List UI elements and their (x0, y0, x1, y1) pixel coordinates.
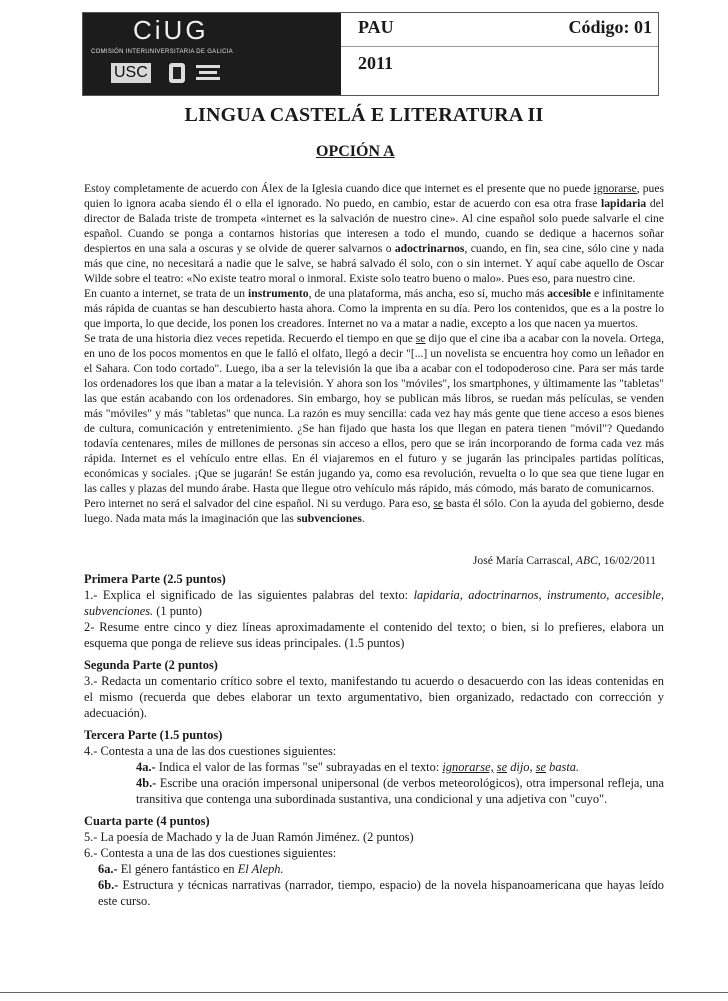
question-4a: 4a.- Indica el valor de las formas "se" subrayadas en el texto: ignorarse, se dijo, se basta. (136, 760, 580, 774)
part4-title: Cuarta parte (4 puntos) (84, 814, 210, 828)
paragraph-2: En cuanto a internet, se trata de un instrumento, de una plataforma, más ancha, eso sí, mucho más accesible e infinitamente más rápida de cuantas se han descubierto hasta ahora. Como la imprenta en su día. Pero los contenidos, que es a la postre lo que importa, lo que decide, los ponen los creadores. Internet no va a matar a nadie, excepto a los que nacen ya muertos. (84, 287, 664, 330)
paragraph-1: Estoy completamente de acuerdo con Álex de la Iglesia cuando dice que internet es el presente que no puede ignorarse, pues quien lo ignora acaba siendo él o ella el ignorado. No puedo, en cambio, estar de acuerdo con esa otra frase lapidaria del director de Balada triste de trompeta «internet es la salvación de nuestro cine». Al cine español solo puede salvarle el cine español. Cuando se ponga a contarnos historias que interesen a todo el mundo, cuando se dedique a hacernos soñar despiertos en una sala a oscuras y se olvide de querer salvarnos o adoctrinarnos, cuando, en fin, sea cine, sólo cine y nada más que cine, no necesitará a nadie que le salve, se habrá salvado él solo, con o sin internet. Y aquí cabe aquello de Oscar Wilde sobre el teatro: «No existe teatro moral o inmoral. Existe solo teatro bueno o malo». Pues eso, para nuestro cine. (84, 182, 665, 285)
page-bottom-line (0, 992, 728, 993)
university-seal-icon (167, 61, 187, 85)
part2-title: Segunda Parte (2 puntos) (84, 658, 218, 672)
exam-code: Código: 01 (568, 17, 652, 37)
question-6a: 6a.- El género fantástico en El Aleph. (98, 862, 284, 876)
source-citation: José María Carrascal, ABC, 16/02/2011 (472, 554, 656, 567)
exam-year: 2011 (358, 53, 394, 73)
option-title: OPCIÓN A (316, 143, 395, 160)
question-2: 2- Resume entre cinco y diez líneas aproximadamente el contenido del texto; o bien, si lo prefieres, elabora un esquema que ponga de relieve sus ideas principales. (1.5 puntos) (84, 620, 664, 650)
question-4: 4.- Contesta a una de las dos cuestiones siguientes: (84, 744, 337, 758)
question-1: 1.- Explica el significado de las siguientes palabras del texto: lapidaria, adoctrinarnos, instrumento, accesible, subvenciones. (1 punto) (84, 588, 665, 618)
exam-type: PAU (358, 17, 394, 37)
usc-logo: USC (111, 63, 151, 83)
question-6b: 6b.- Estructura y técnicas narrativas (narrador, tiempo, espacio) de la novela hispanoamericana que hayas leído este curso. (98, 878, 664, 908)
logo-title: CiUG (133, 15, 209, 45)
question-4b: 4b.- Escribe una oración impersonal unipersonal (de verbos meteorológicos), otra impersonal refleja, una transitiva que contenga una subordinada sustantiva, una condicional y una adjetiva con "cuyo". (136, 776, 664, 806)
university-emblem-icon (195, 63, 221, 83)
exam-header (82, 12, 659, 96)
question-3: 3.- Redacta un comentario crítico sobre el texto, manifestando tu acuerdo o desacuerdo con las ideas contenidas en el mismo (recuerda que debes elaborar un texto argumentativo, bien organizado, redactado con corrección y adecuación). (84, 674, 664, 720)
paragraph-4: Pero internet no será el salvador del cine español. Ni su verdugo. Para eso, se basta él sólo. Con la ayuda del gobierno, desde luego. Nada mata más la imaginación que las subvenciones. (84, 497, 664, 525)
part1-title: Primera Parte (2.5 puntos) (84, 572, 226, 586)
page-title: LINGUA CASTELÁ E LITERATURA II (184, 104, 544, 126)
question-5: 5.- La poesía de Machado y la de Juan Ramón Jiménez. (2 puntos) (84, 830, 414, 844)
ciug-logo (83, 13, 341, 95)
questions (84, 571, 664, 909)
article-text (84, 181, 664, 526)
logo-subtitle: COMISIÓN INTERUNIVERSITARIA DE GALICIA (91, 49, 233, 55)
paragraph-3: Se trata de una historia diez veces repetida. Recuerdo el tiempo en que se dijo que el cine iba a acabar con la novela. Ortega, en uno de los pocos momentos en que le falló el olfato, llegó a decir "[...] un novelista se encuentra hoy como un leñador en el Sahara. Con todo cortado". Luego, iba a ser la televisión la que iba a acabar con el todopoderoso cine. Para ser más tarde los ordenadores los que iban a matar a la televisión. Y ahora son los "móviles", los smartphones, y últimamente las "tabletas" las que están acabando con los ordenadores. Sin embargo, hoy se publican más libros, se ruedan más películas, se venden más "móviles" y más "tabletas" que nunca. La razón es muy sencilla: cada vez hay más gente que tiene acceso a esos bienes de cultura, comunicación y entretenimiento. ¿Se han fijado que hasta los que llegan en patera tienen "móvil"? Quedando todavía centenares, miles de millones de personas sin acceso a ellos, pero que se irán incorporando de forma cada vez más rápida. Internet es el vehículo entre ellas. En él viajaremos en el futuro y se jugarán las principales partidas políticas, económicas y sociales. ¡Que se jugarán! Se están jugando ya, como esa revolución, revuelta o lo que sea que tiene lugar en las calles y plazas del mundo árabe. Hasta que llegue otro vehículo más rápido, más cómodo, más barato de comunicarnos. (84, 332, 664, 495)
question-6: 6.- Contesta a una de las dos cuestiones siguientes: (84, 846, 337, 860)
part3-title: Tercera Parte (1.5 puntos) (84, 728, 223, 742)
